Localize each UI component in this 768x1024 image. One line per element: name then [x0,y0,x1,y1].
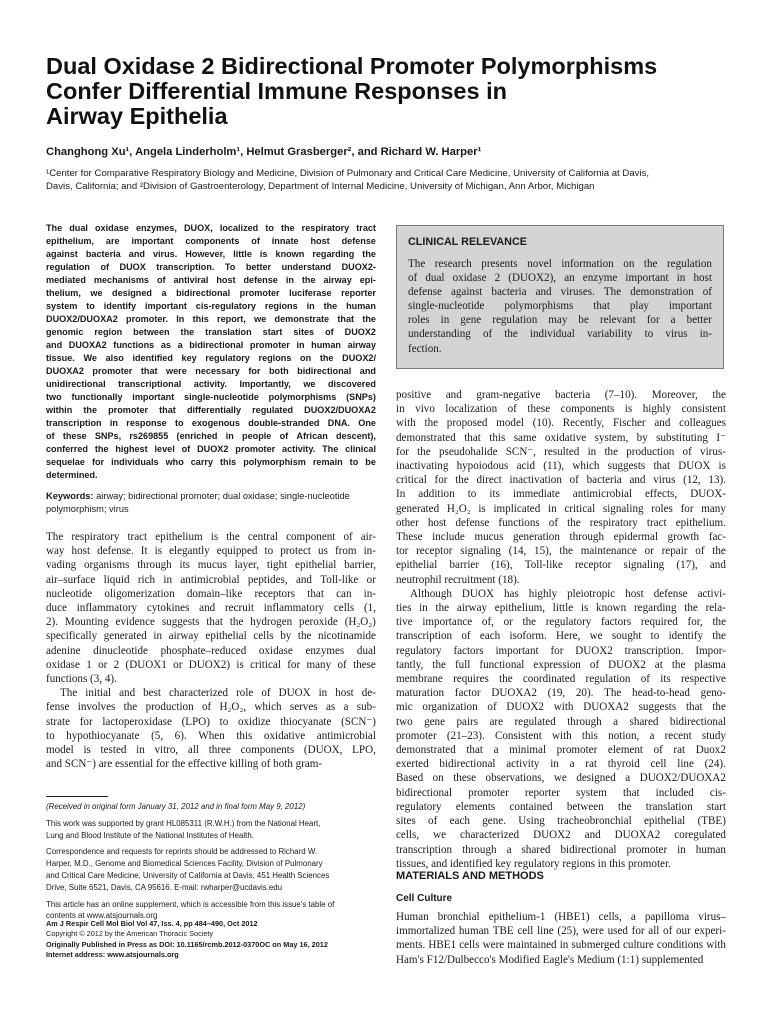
body-line: with the proposed model (10). Recently, Fischer and colleagues [396,417,726,430]
clinical-relevance-line: The research presents novel information on the regulation [408,258,712,270]
introduction-left [46,530,376,771]
clinical-relevance-text [408,257,712,356]
abstract-line: The dual oxidase enzymes, DUOX, localized to the respiratory tract [46,223,376,233]
body-line: to hypothiocyanate (5, 6). When this oxidative antimicrobial [46,729,376,742]
clinical-relevance-line: defense against bacteria and viruses. The demonstration of [408,286,712,299]
abstract-line: within the promoter that differentially regulated DUOX2/DUOXA2 [46,405,376,415]
body-line: adenine dinucleotide phosphate–reduced oxidase enzymes dual [46,644,376,657]
methods-line: Ham's F12/Dulbecco's Modified Eagle's Medium (1:1) supplemented [396,953,704,966]
body-line: The respiratory tract epithelium is the central component of air- [46,531,376,543]
body-line: tissues, and identified key regulatory regions in this promoter. [396,857,671,870]
title-line: Airway Epithelia [46,103,228,129]
body-line: bidirectional promoter reporter system that included cis- [396,786,726,799]
abstract-line: and DUOXA2 functions as a bidirectional promoter in human airway [46,340,376,350]
body-line: critical for the direct inactivation of bacteria and virus (12, 13). [396,474,726,487]
abstract-line: transcription in response to exogenous double-stranded DNA. One [46,418,376,428]
abstract-line: tissue. We also identified key regulatory regions on the DUOX2/ [46,353,376,363]
body-line: model is tested in vitro, all three components (DUOX, LPO, [46,744,376,757]
body-line: sites of each gene. Using tracheobronchial epithelial (TBE) [396,815,726,828]
body-line: two gene pairs are regulated through a shared bidirectional [396,715,726,728]
body-line: generated H₂O₂ is implicated in critical signaling roles for many [396,502,726,515]
clinical-relevance-title: CLINICAL RELEVANCE [408,236,527,248]
body-line: These include mucus generation through epidermal growth fac- [396,531,726,544]
body-line: Based on these observations, we designed a DUOX2/DUOXA2 [396,772,726,785]
article-title [46,54,726,129]
correspondence-note: and Critical Care Medicine, University of California at Davis, 451 Health Sciences [46,870,330,880]
body-line: epithelial barrier (16), Toll-like receptor signaling (17), and [396,559,726,572]
abstract-line: determined. [46,470,98,480]
body-line: and SCN⁻) are essential for the effective killing of both gram- [46,758,323,771]
body-line: way host defense. It is elegantly equipped to protect us from in- [46,545,376,558]
clinical-relevance-box [396,225,724,369]
body-line: 2). Mounting evidence suggests that the hydrogen peroxide (H₂O₂) [46,616,376,629]
body-line: inactivating hypoiodous acid (11), which suggests that DUOX is [396,460,726,473]
subsection-heading-cell-culture: Cell Culture [396,893,453,904]
body-line: functions (3, 4). [46,673,117,686]
body-line: exerted bidirectional activity in a rat thyroid cell line (24). [396,758,726,771]
body-line: demonstrated that this same oxidative system, by substituting I⁻ [396,431,726,444]
body-line: In addition to its immediate antimicrobial effects, DUOX- [396,488,726,501]
keywords [46,490,376,516]
title-line: Dual Oxidase 2 Bidirectional Promoter Polymorphisms [46,53,658,79]
support-note: Lung and Blood Institute of the National Institutes of Health. [46,830,254,840]
abstract-line: thelium, we designed a bidirectional promoter luciferase reporter [46,288,376,298]
author-list: Changhong Xu¹, Angela Linderholm¹, Helmut Grasberger², and Richard W. Harper¹ [46,146,482,158]
received-note: (Received in original form January 31, 2012 and in final form May 9, 2012) [46,802,306,811]
abstract-line: sequelae for individuals who carry this polymorphism remain to be [46,457,376,467]
body-line: tor receptor signaling (14, 15), the maintenance or repair of the [396,545,726,558]
body-line: ties in the airway epithelium, little is known regarding the rela- [396,602,726,615]
abstract-line: DUOXA2 promoter that were necessary for both bidirectional and [46,366,376,376]
body-line: nucleotide oligomerization domain–like receptors that can in- [46,587,376,600]
body-line: Although DUOX has highly pleiotropic host defense activi- [410,587,726,600]
affiliations [46,167,736,193]
body-line: oxidase 1 or 2 (DUOX1 or DUOX2) is critical for many of these [46,658,376,671]
body-line: transcription through a shared bidirectional promoter in human [396,843,726,856]
introduction-right [396,388,726,871]
body-line: air–surface liquid rich in antimicrobial peptides, and Toll-like or [46,573,376,586]
affiliation-line: ¹Center for Comparative Respiratory Biology and Medicine, Division of Pulmonary and Critical Care Medicine, University of California at Davis, [46,168,650,179]
clinical-relevance-line: roles in gene regulation may be relevant for a better [408,314,712,327]
abstract-line: mediated mechanisms of antiviral host defense in the airway epi- [46,275,376,285]
body-line: specifically generated in airway epithelial cells by the nicotinamide [46,630,376,643]
body-line: regulatory factors important for DUOX2 transcription. Impor- [396,644,726,657]
body-line: strate for lactoperoxidase (LPO) to oxidize thiocyanate (SCN⁻) [46,715,376,728]
abstract-line: genomic region between the translation start sites of DUOX2 [46,327,376,337]
methods-text [396,910,726,967]
body-line: The initial and best characterized role of DUOX in host de- [60,687,376,700]
clinical-relevance-line: understanding of the individual variability to virus in- [408,328,712,341]
body-line: neutrophil recruitment (18). [396,573,520,586]
abstract-line: unidirectional transcriptional activity. Importantly, we discovered [46,379,376,389]
body-line: transcription of each isoform. Here, we sought to identify the [396,630,726,643]
body-line: demonstrated that a minimal promoter element of rat Duox2 [396,744,726,757]
copyright: Copyright © 2012 by the American Thoracic Society [46,929,214,939]
body-line: maturation factor DUOXA2 (19, 20). The head-to-head geno- [396,687,726,700]
footnotes [46,801,376,922]
abstract [46,222,376,482]
correspondence-note: Drive, Suite 6521, Davis, CA 95616. E-mail: rwharper@ucdavis.edu [46,882,283,892]
abstract-line: of these SNPs, rs269855 (enriched in people of African descent), [46,431,376,441]
keywords-text: airway; bidirectional promoter; dual oxidase; single-nucleotide [93,491,350,501]
abstract-line: regulation of DUOX transcription. To better understand DUOX2- [46,262,376,272]
supplement-note: contents at www.atsjournals.org [46,911,158,921]
body-line: in vivo localization of these components is highly consistent [396,403,726,416]
section-heading-methods: MATERIALS AND METHODS [396,870,544,882]
abstract-line: DUOX2/DUOXA2 promoter. In this report, we demonstrate that the [46,314,376,324]
abstract-line: epithelium, are important components of innate host defense [46,236,376,246]
keywords-text: polymorphism; virus [46,504,129,514]
methods-line: Human bronchial epithelium-1 (HBE1) cells, a papilloma virus– [396,911,726,923]
abstract-line: against bacteria and virus. However, little is known regarding the [46,249,376,259]
abstract-line: two functionally important single-nucleotide polymorphisms (SNPs) [46,392,376,402]
correspondence-note: Correspondence and requests for reprints should be addressed to Richard W. [46,847,318,857]
clinical-relevance-line: fection. [408,342,442,355]
body-line: for the pseudohalide SCN⁻, resulted in the production of virus- [396,445,726,458]
body-line: other host defense functions of the respiratory tract epithelium. [396,516,726,529]
body-line: tantly, the full functional expression of DUOX2 at the plasma [396,658,726,671]
journal-citation: Am J Respir Cell Mol Biol Vol 47, Iss. 4, pp 484–490, Oct 2012 [46,919,258,928]
affiliation-line: Davis, California; and ²Division of Gastroenterology, Department of Internal Medicine, University of Michigan, Ann Arbor, Michigan [46,181,595,192]
body-line: mic organization of DUOX2 with DUOXA2 suggests that the [396,701,726,714]
title-line: Confer Differential Immune Responses in [46,78,507,104]
abstract-line: system to identify important cis-regulatory regions in the human [46,301,376,311]
keywords-label: Keywords: [46,491,94,501]
doi-line: Originally Published in Press as DOI: 10.1165/rcmb.2012-0370OC on May 16, 2012 [46,939,328,949]
body-line: cells, we characterized DUOX2 and DUOXA2 coregulated [396,829,726,842]
body-line: promoter (21–23). Consistent with this notion, a recent study [396,729,726,742]
methods-line: ments. HBE1 cells were maintained in submerged culture conditions with [396,939,726,952]
support-note: This work was supported by grant HL085311 (R.W.H.) from the National Heart, [46,818,321,828]
methods-line: immortalized human TBE cell line (25), were used for all of our experi- [396,925,726,938]
abstract-line: conferred the highest level of DUOX2 promoter activity. The clinical [46,444,376,454]
clinical-relevance-line: of dual oxidase 2 (DUOX2), an enzyme important in host [408,272,712,285]
correspondence-note: Harper, M.D., Genome and Biomedical Sciences Facility, Division of Pulmonary [46,859,323,869]
internet-address: Internet address: www.atsjournals.org [46,950,179,960]
footnote-rule [46,796,108,797]
body-line: fense involves the production of H₂O₂, which serves as a sub- [46,701,376,714]
supplement-note: This article has an online supplement, which is accessible from this issue's table of [46,899,335,909]
journal-info [46,919,376,961]
clinical-relevance-line: single-nucleotide polymorphisms that play important [408,300,712,313]
body-line: membrane requires the coordinated regulation of its respective [396,673,726,686]
body-line: tive importance of, or the regulatory factors required for, the [396,616,726,629]
body-line: regulatory elements contained between the translation start [396,800,726,813]
body-line: vading organisms through its mucus layer, tight epithelial barrier, [46,559,376,572]
body-line: positive and gram-negative bacteria (7–10). Moreover, the [396,389,726,401]
body-line: duce inflammatory cytokines and recruit inflammatory cells (1, [46,602,376,615]
